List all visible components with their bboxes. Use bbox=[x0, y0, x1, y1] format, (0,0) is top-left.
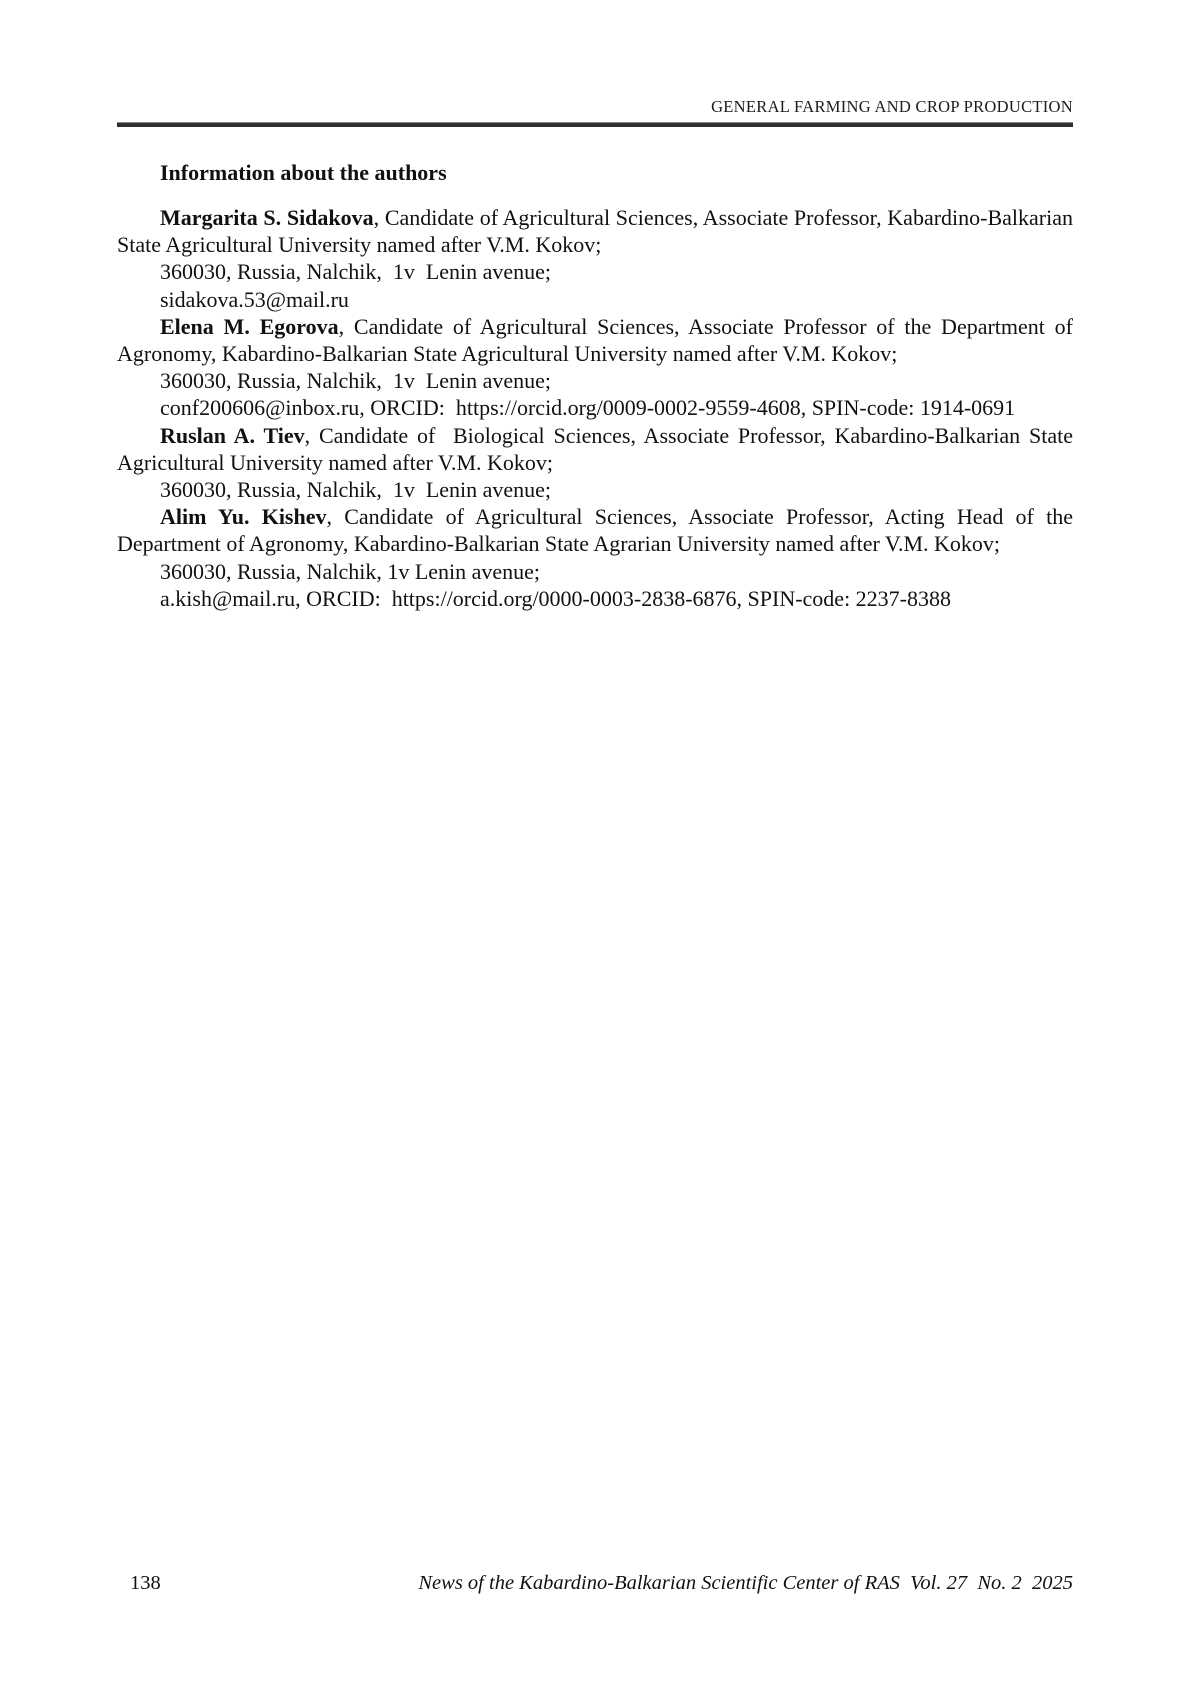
page-number: 138 bbox=[130, 1572, 161, 1594]
author-description: , Candidate of Agricultural Sciences, Associate Professor, Kabardino-Balkarian State Agricultural University named after V.M. Kokov; bbox=[117, 205, 1079, 258]
author-contact: sidakova.53@mail.ru bbox=[160, 286, 349, 312]
author-address: 360030, Russia, Nalchik, 1v Lenin avenue; bbox=[160, 558, 541, 584]
author-name: Elena M. Egorova bbox=[160, 313, 339, 339]
author-contact: a.kish@mail.ru, ORCID: https://orcid.org/0000-0003-2838-6876, SPIN-code: 2237-8388 bbox=[160, 585, 952, 611]
header-rule bbox=[117, 122, 1073, 127]
author-address: 360030, Russia, Nalchik, 1v Lenin avenue; bbox=[160, 259, 552, 285]
author-contact: conf200606@inbox.ru, ORCID: https://orcid.org/0009-0002-9559-4608, SPIN-code: 1914-0691 bbox=[160, 395, 1016, 421]
author-name: Margarita S. Sidakova bbox=[160, 205, 374, 230]
author-name: Ruslan A. Tiev bbox=[160, 422, 305, 448]
running-head-title: GENERAL FARMING AND CROP PRODUCTION bbox=[711, 97, 1073, 116]
author-name: Alim Yu. Kishev bbox=[160, 504, 327, 530]
author-paragraph bbox=[117, 503, 1079, 557]
author-paragraph bbox=[117, 422, 1078, 476]
author-address: 360030, Russia, Nalchik, 1v Lenin avenue; bbox=[160, 368, 552, 394]
author-description: , Candidate of Biological Sciences, Associate Professor, Kabardino-Balkarian State Agricultural University named after V.M. Kokov; bbox=[117, 422, 1078, 475]
author-paragraph bbox=[117, 313, 1078, 367]
authors-section bbox=[117, 204, 1079, 612]
journal-reference: News of the Kabardino-Balkarian Scientific Center of RAS Vol. 27 No. 2 2025 bbox=[418, 1572, 1073, 1594]
author-description: , Candidate of Agricultural Sciences, Associate Professor, Acting Head of the Department of Agronomy, Kabardino-Balkarian State Agrarian University named after V.M. Kokov; bbox=[117, 504, 1079, 557]
author-address: 360030, Russia, Nalchik, 1v Lenin avenue; bbox=[160, 477, 552, 503]
author-paragraph bbox=[117, 204, 1079, 258]
author-description: , Candidate of Agricultural Sciences, Associate Professor of the Department of Agronomy, Kabardino-Balkarian State Agricultural University named after V.M. Kokov; bbox=[117, 313, 1078, 367]
section-heading: Information about the authors bbox=[160, 160, 447, 185]
